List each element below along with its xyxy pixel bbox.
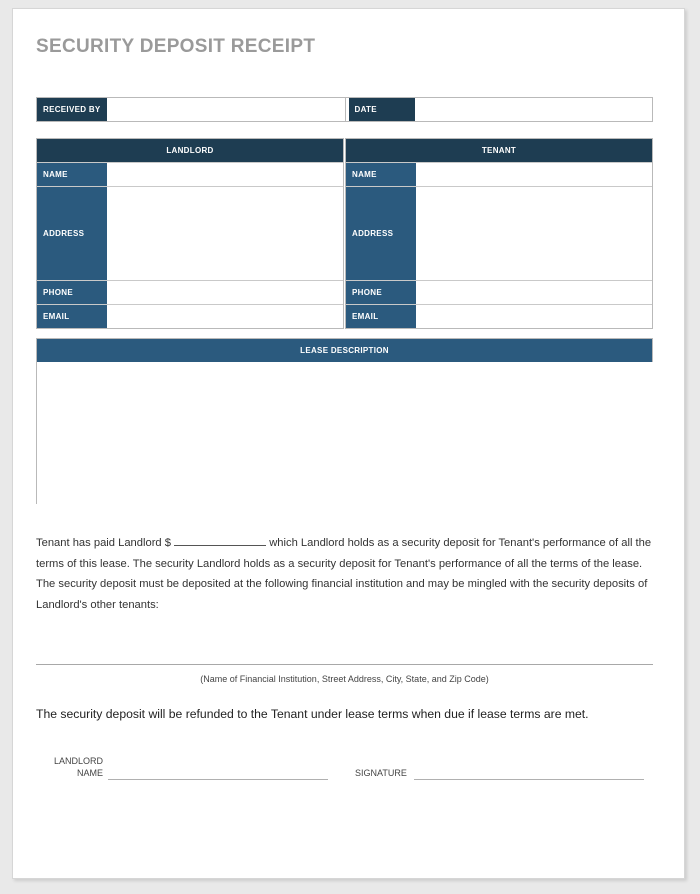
signature-label: SIGNATURE (355, 768, 407, 778)
tenant-email-input[interactable] (416, 305, 652, 328)
tenant-section (345, 138, 653, 329)
landlord-name-input[interactable] (107, 163, 343, 186)
financial-institution-line[interactable] (36, 664, 653, 665)
landlord-phone-label: PHONE (37, 281, 107, 304)
signature-line[interactable] (414, 779, 644, 780)
tenant-email-row (346, 304, 652, 328)
landlord-email-row (37, 304, 343, 328)
landlord-phone-input[interactable] (107, 281, 343, 304)
landlord-email-input[interactable] (107, 305, 343, 328)
tenant-address-label: ADDRESS (346, 187, 416, 280)
tenant-name-label: NAME (346, 163, 416, 186)
received-date-row (36, 97, 653, 122)
tenant-heading: TENANT (346, 139, 652, 162)
landlord-address-row (37, 186, 343, 280)
refund-statement: The security deposit will be refunded to the Tenant under lease terms when due if lease terms are met. (36, 707, 589, 721)
landlord-heading: LANDLORD (37, 139, 343, 162)
tenant-address-input[interactable] (416, 187, 652, 280)
tenant-address-row (346, 186, 652, 280)
landlord-email-label: EMAIL (37, 305, 107, 328)
deposit-amount-blank[interactable] (174, 534, 266, 546)
tenant-name-row (346, 162, 652, 186)
financial-institution-caption: (Name of Financial Institution, Street Address, City, State, and Zip Code) (200, 674, 489, 684)
lease-description-input[interactable] (37, 362, 656, 507)
date-label: DATE (349, 98, 415, 121)
tenant-phone-label: PHONE (346, 281, 416, 304)
landlord-address-label: ADDRESS (37, 187, 107, 280)
landlord-name-label-line1: LANDLORD (53, 756, 103, 766)
landlord-name-label-line2: NAME (76, 768, 103, 778)
lease-description-heading: LEASE DESCRIPTION (37, 339, 652, 362)
page-title: SECURITY DEPOSIT RECEIPT (36, 36, 316, 57)
landlord-name-signature-label (43, 755, 103, 779)
lease-description-section (36, 338, 653, 504)
landlord-address-input[interactable] (107, 187, 343, 280)
paragraph-start: Tenant has paid Landlord $ (36, 537, 171, 549)
tenant-phone-row (346, 280, 652, 304)
landlord-section (36, 138, 344, 329)
received-by-input[interactable] (107, 98, 345, 121)
tenant-name-input[interactable] (416, 163, 652, 186)
tenant-phone-input[interactable] (416, 281, 652, 304)
landlord-name-label: NAME (37, 163, 107, 186)
paragraph-rest: which Landlord holds as a security deposit for Tenant's performance of all the terms of this lease. The security Landlord holds as a security deposit for Tenant's performance of all the terms of the lease. The security deposit must be deposited at the following financial institution and may be mingled with the security deposits of Landlord's other tenants: (36, 537, 652, 611)
document-page (12, 8, 685, 879)
landlord-name-signature-line[interactable] (108, 779, 328, 780)
landlord-phone-row (37, 280, 343, 304)
tenant-email-label: EMAIL (346, 305, 416, 328)
deposit-paragraph (36, 533, 661, 615)
date-input[interactable] (415, 98, 653, 121)
landlord-name-row (37, 162, 343, 186)
received-by-label: RECEIVED BY (37, 98, 107, 121)
